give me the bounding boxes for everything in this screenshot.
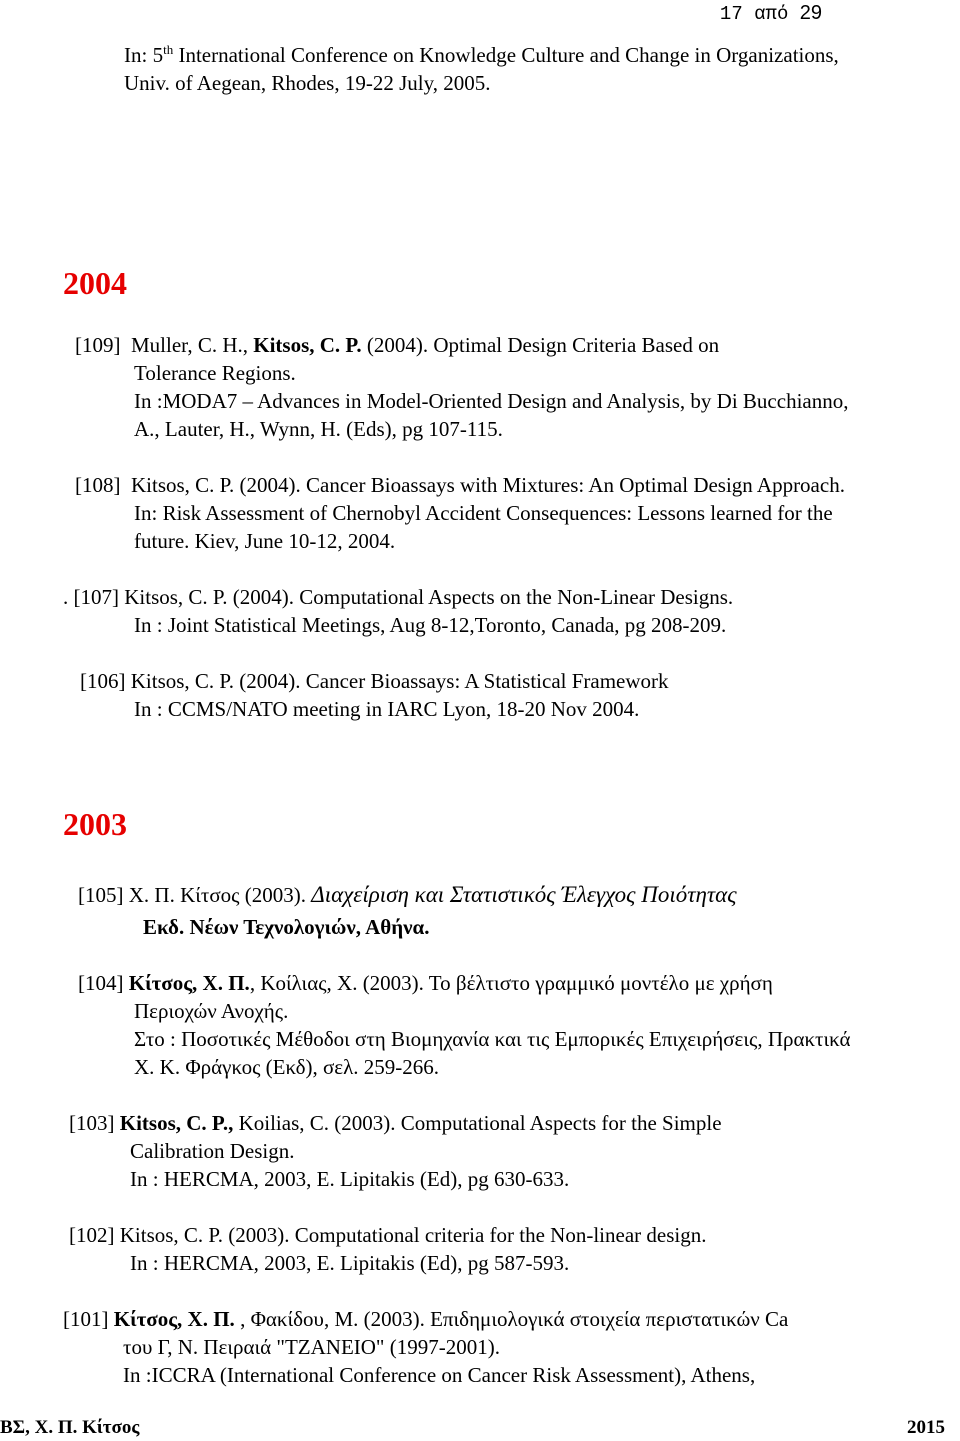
footer-author: ΒΣ, Χ. Π. Κίτσος: [0, 1417, 140, 1438]
ref-104-line-1: [78, 970, 773, 996]
ref-title: Kitsos, C. P. (2004). Cancer Bioassays with Mixtures: An Optimal Design Approach.: [131, 473, 845, 497]
footer-year: 2015: [907, 1417, 945, 1438]
intro-prefix: In: 5: [124, 43, 164, 67]
ref-104-line-3: Στο : Ποσοτικές Μέθοδοι στη Βιομηχανία και τις Εμπορικές Επιχειρήσεις, Πρακτικά: [134, 1027, 851, 1051]
year-heading-2003: 2003: [63, 806, 127, 842]
ref-title: , Φακίδου, Μ. (2003). Επιδημιολογικά στοιχεία περιστατικών Ca: [234, 1307, 789, 1331]
ref-103-line-2: Calibration Design.: [130, 1139, 295, 1163]
intro-superscript: th: [163, 42, 174, 57]
ref-author-highlight: Κίτσος, Χ. Π.: [128, 971, 250, 995]
ref-108-line-3: future. Kiev, June 10-12, 2004.: [134, 529, 396, 553]
page-separator: από: [742, 3, 800, 25]
ref-author-highlight: Κίτσος, Χ. Π.: [113, 1307, 235, 1331]
page-total: 29: [799, 2, 822, 24]
ref-book-title: Διαχείριση και Στατιστικός Έλεγχος Ποιότητας: [311, 882, 737, 907]
ref-109-line-3: In :MODA7 – Advances in Model-Oriented Design and Analysis, by Di Bucchianno,: [134, 389, 849, 413]
ref-title: (2004). Optimal Design Criteria Based on: [361, 333, 720, 357]
ref-109-line-1: [75, 332, 719, 358]
ref-title: , Κοίλιας, Χ. (2003). Το βέλτιστο γραμμικό μοντέλο με χρήση: [249, 971, 773, 995]
ref-106-line-2: In : CCMS/NATO meeting in IARC Lyon, 18-20 Nov 2004.: [134, 697, 640, 721]
ref-104-line-4: Χ. Κ. Φράγκος (Εκδ), σελ. 259-266.: [134, 1055, 440, 1079]
ref-107-line-2: In : Joint Statistical Meetings, Aug 8-12,Toronto, Canada, pg 208-209.: [134, 613, 727, 637]
intro-conference: International Conference on Knowledge Culture and Change in Organizations,: [173, 43, 839, 67]
ref-102-line-1: [102] Kitsos, C. P. (2003). Computational criteria for the Non-linear design.: [69, 1223, 707, 1247]
ref-109-line-2: Tolerance Regions.: [134, 361, 296, 385]
ref-number: [104]: [78, 971, 129, 995]
ref-105-line-1: [78, 882, 737, 908]
ref-104-line-2: Περιοχών Ανοχής.: [134, 999, 289, 1023]
ref-101-line-3: In :ICCRA (International Conference on Cancer Risk Assessment), Athens,: [123, 1363, 756, 1387]
ref-102-line-2: In : HERCMA, 2003, E. Lipitakis (Ed), pg 587-593.: [130, 1251, 570, 1275]
ref-106-line-1: [106] Kitsos, C. P. (2004). Cancer Bioassays: A Statistical Framework: [80, 669, 669, 693]
ref-101-line-2: του Γ, Ν. Πειραιά "ΤΖΑΝΕΙΟ" (1997-2001).: [123, 1335, 500, 1359]
ref-105-publisher: Εκδ. Νέων Τεχνολογιών, Αθήνα.: [143, 915, 430, 939]
intro-line-2: Univ. of Aegean, Rhodes, 19-22 July, 2005.: [124, 71, 491, 95]
year-heading-2004: 2004: [63, 265, 127, 301]
ref-authors: [105] Χ. Π. Κίτσος (2003).: [78, 883, 312, 907]
ref-number: [109]: [75, 333, 121, 357]
ref-author-highlight: Kitsos, C. P.,: [119, 1111, 234, 1135]
ref-number: [108]: [75, 473, 121, 497]
intro-line-1: [124, 42, 839, 68]
ref-103-line-3: In : HERCMA, 2003, E. Lipitakis (Ed), pg 630-633.: [130, 1167, 570, 1191]
ref-title: Koilias, C. (2003). Computational Aspects for the Simple: [233, 1111, 722, 1135]
ref-103-line-1: [69, 1110, 722, 1136]
ref-109-line-4: A., Lauter, H., Wynn, H. (Eds), pg 107-115.: [134, 417, 503, 441]
ref-number: [103]: [69, 1111, 120, 1135]
ref-author-highlight: Kitsos, C. P.: [253, 333, 362, 357]
ref-number: [101]: [63, 1307, 114, 1331]
ref-108-line-1: [75, 472, 845, 498]
ref-101-line-1: [63, 1306, 788, 1332]
page-current: 17: [719, 3, 743, 25]
ref-108-line-2: In: Risk Assessment of Chernobyl Accident Consequences: Lessons learned for the: [134, 501, 833, 525]
page-indicator: [720, 2, 822, 25]
ref-authors: Muller, C. H.,: [131, 333, 254, 357]
ref-107-line-1: . [107] Kitsos, C. P. (2004). Computational Aspects on the Non-Linear Designs.: [63, 585, 734, 609]
